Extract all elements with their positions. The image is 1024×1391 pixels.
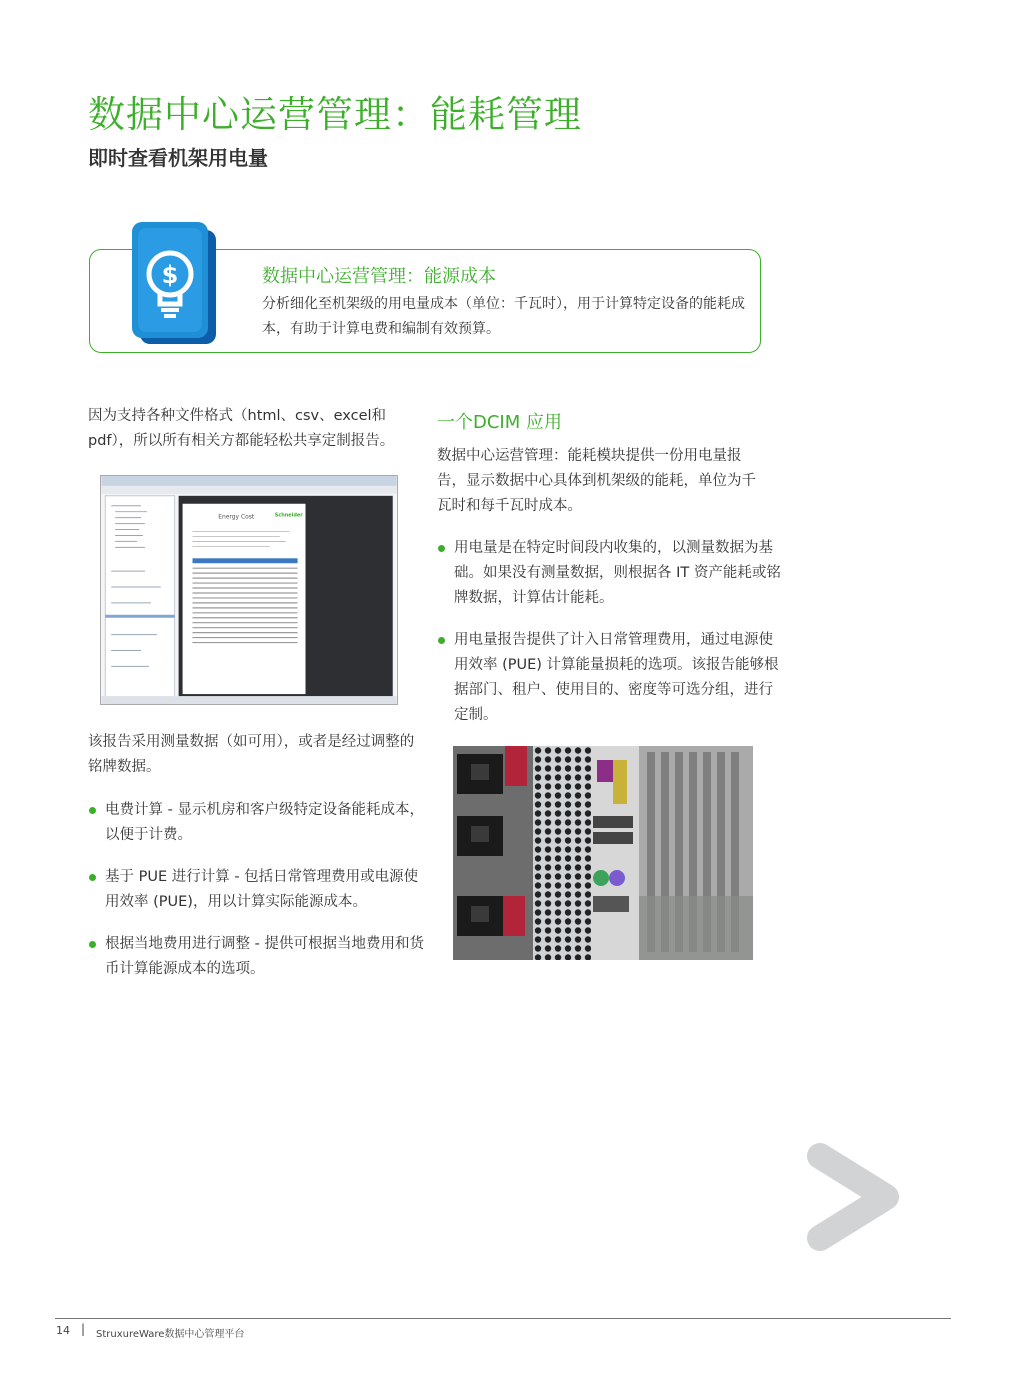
footer-rule (55, 1318, 951, 1319)
right-heading: 一个DCIM 应用 (437, 412, 562, 433)
callout-heading: 数据中心运营管理：能源成本 (262, 266, 496, 287)
right-bullet-1: 用电量是在特定时间段内收集的，以测量数据为基础。如果没有测量数据，则根据各 IT 资产能耗或铭牌数据，计算估计能耗。 (437, 536, 782, 611)
report-screenshot (100, 475, 398, 705)
left-bullet-2: 基于 PUE 进行计算 - 包括日常管理费用或电源使用效率 (PUE)，用以计算实际能源成本。 (88, 865, 431, 915)
page-subtitle: 即时查看机架用电量 (88, 146, 268, 170)
page-number: 14 (56, 1324, 70, 1337)
left-intro: 因为支持各种文件格式（html、csv、excel和pdf），所以所有相关方都能轻松共享定制报告。 (88, 408, 395, 449)
left-bullet-3: 根据当地费用进行调整 - 提供可根据当地费用和货币计算能源成本的选项。 (88, 932, 431, 982)
footer-separator: | (81, 1322, 86, 1336)
page-title: 数据中心运营管理：能耗管理 (88, 93, 582, 136)
report-title: Energy Cost (218, 513, 255, 521)
chevron-right-icon (802, 1142, 906, 1252)
right-intro: 数据中心运营管理：能耗模块提供一份用电量报告，显示数据中心具体到机架级的能耗，单位为千瓦时和每千瓦时成本。 (437, 448, 756, 514)
left-para2: 该报告采用测量数据（如可用），或者是经过调整的铭牌数据。 (88, 734, 415, 775)
lightbulb-dollar-icon (118, 216, 222, 350)
report-logo: Schneider (274, 512, 303, 519)
callout-text: 分析细化至机架级的用电量成本（单位：千瓦时），用于计算特定设备的能耗成本，有助于计算电费和编制有效预算。 (262, 296, 745, 337)
server-rack-photo (453, 746, 753, 960)
right-bullet-2: 用电量报告提供了计入日常管理费用，通过电源使用效率 (PUE) 计算能量损耗的选项。该报告能够根据部门、租户、使用目的、密度等可选分组，进行定制。 (437, 628, 782, 728)
footer-text: StruxureWare数据中心管理平台 (96, 1329, 245, 1340)
svg-text:$: $ (161, 261, 179, 289)
left-bullet-1: 电费计算 - 显示机房和客户级特定设备能耗成本，以便于计费。 (88, 798, 431, 848)
